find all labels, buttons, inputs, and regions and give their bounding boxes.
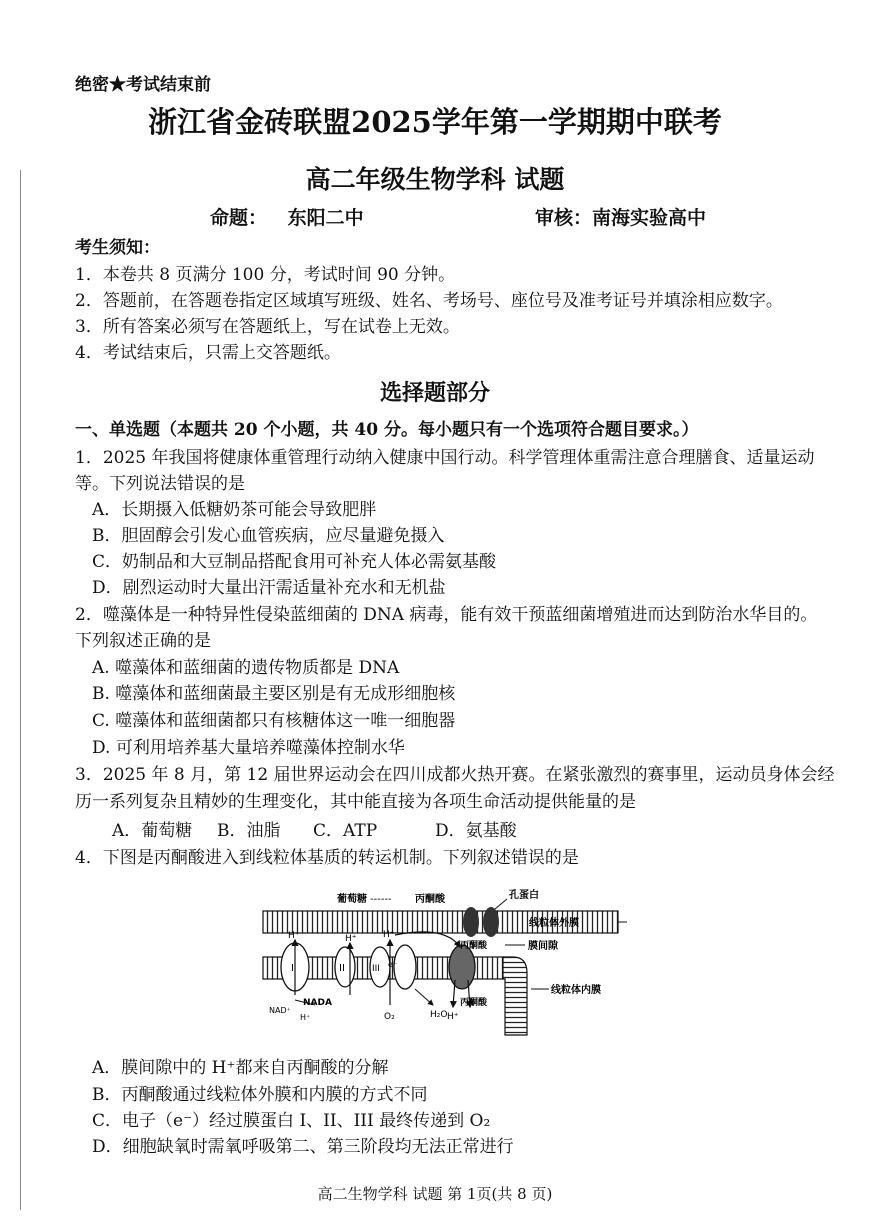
reviewer-line bbox=[535, 203, 706, 230]
label-pyruvate-mid: 丙酮酸 bbox=[460, 941, 488, 951]
question-3-options bbox=[112, 816, 517, 841]
binding-line bbox=[20, 170, 21, 1210]
porin-left bbox=[463, 907, 479, 937]
question-4-option-c: C．电子（e⁻）经过膜蛋白 I、II、III 最终传递到 O₂ bbox=[92, 1111, 491, 1131]
question-1-stem: 1．2025 年我国将健康体重管理行动纳入健康中国行动。科学管理体重需注意合理膳食、适量运动 bbox=[75, 448, 815, 468]
question-1-option-d: D．剧烈运动时大量出汗需适量补充水和无机盐 bbox=[92, 578, 446, 598]
notice-item: 3．所有答案必须写在答题纸上，写在试卷上无效。 bbox=[75, 317, 460, 337]
label-o2: O₂ bbox=[384, 1012, 395, 1022]
page-footer: 高二生物学科 试题 第 1页(共 8 页) bbox=[317, 1185, 553, 1203]
question-4-option-d: D．细胞缺氧时需氧呼吸第二、第三阶段均无法正常进行 bbox=[92, 1137, 514, 1157]
question-2-option-d: D. 可利用培养基大量培养噬藻体控制水华 bbox=[92, 738, 405, 758]
label-inner-membrane: 线粒体内膜 bbox=[551, 985, 601, 996]
label-glucose: 葡萄糖 bbox=[337, 894, 367, 905]
notice-item: 2．答题前，在答题卷指定区域填写班级、姓名、考场号、座位号及准考证号并填涂相应数字。 bbox=[75, 291, 783, 311]
label-h-plus: H⁺ bbox=[288, 931, 300, 941]
notice-heading: 考生须知： bbox=[75, 238, 160, 258]
arrow bbox=[415, 989, 433, 1005]
pyruvate-carrier bbox=[449, 945, 475, 989]
mitochondria-transport-figure bbox=[255, 885, 655, 1045]
question-3-stem: 3．2025 年 8 月，第 12 届世界运动会在四川成都火热开赛。在紧张激烈的赛事里，运动员身体会经 bbox=[75, 765, 835, 785]
dash: ------ bbox=[370, 894, 392, 905]
question-3-option-b: B．油脂 bbox=[217, 821, 281, 841]
part-title: 一、单选题（本题共 20 个小题，共 40 分。每小题只有一个选项符合题目要求。） bbox=[75, 420, 699, 440]
label-intermembrane: 膜间隙 bbox=[528, 941, 558, 952]
label-pyruvate-top: 丙酮酸 bbox=[415, 894, 445, 905]
label-electron: e⁻ bbox=[388, 960, 398, 969]
inner-membrane-bend bbox=[503, 957, 527, 1035]
complex-ii bbox=[335, 947, 355, 987]
exam-title: 浙江省金砖联盟2025学年第一学期期中联考 bbox=[148, 105, 722, 139]
notice-item: 1．本卷共 8 页满分 100 分，考试时间 90 分钟。 bbox=[75, 265, 456, 285]
label-nada: NADA bbox=[303, 998, 332, 1008]
question-2-stem: 下列叙述正确的是 bbox=[75, 631, 211, 651]
question-4-option-a: A．膜间隙中的 H⁺都来自丙酮酸的分解 bbox=[92, 1058, 389, 1078]
question-1-stem: 等。下列说法错误的是 bbox=[75, 474, 245, 494]
question-2-option-c: C. 噬藻体和蓝细菌都只有核糖体这一唯一细胞器 bbox=[92, 711, 456, 731]
author-line bbox=[210, 203, 364, 230]
label-complex-iii: III bbox=[372, 964, 380, 974]
label-complex-i: I bbox=[291, 963, 294, 974]
complex-iv bbox=[394, 945, 416, 989]
label-h-plus: H⁺ bbox=[447, 1012, 459, 1022]
notice-item: 4．考试结束后，只需上交答题纸。 bbox=[75, 343, 341, 363]
question-1-option-a: A．长期摄入低糖奶茶可能会导致肥胖 bbox=[92, 500, 377, 520]
question-4-stem: 4．下图是丙酮酸进入到线粒体基质的转运机制。下列叙述错误的是 bbox=[75, 848, 579, 868]
label-h2o: H₂O bbox=[430, 1010, 448, 1020]
label-h-plus: H⁺ bbox=[300, 1013, 311, 1022]
question-3-option-d: D．氨基酸 bbox=[435, 821, 517, 841]
leader-line bbox=[495, 899, 507, 909]
label-complex-ii: II bbox=[339, 963, 345, 974]
author-name: 东阳二中 bbox=[287, 207, 364, 229]
reviewer-label: 审核： bbox=[535, 207, 593, 229]
question-2-option-b: B. 噬藻体和蓝细菌最主要区别是有无成形细胞核 bbox=[92, 684, 456, 704]
label-h-plus: H⁺ bbox=[383, 930, 395, 940]
question-3-stem: 历一系列复杂且精妙的生理变化，其中能直接为各项生命活动提供能量的是 bbox=[75, 792, 636, 812]
confidential-mark: 绝密★考试结束前 bbox=[75, 75, 211, 95]
question-2-stem: 2．噬藻体是一种特异性侵染蓝细菌的 DNA 病毒，能有效干预蓝细菌增殖进而达到防治水华目的。 bbox=[75, 605, 818, 625]
question-1-option-c: C．奶制品和大豆制品搭配食用可补充人体必需氨基酸 bbox=[92, 552, 497, 572]
porin-right bbox=[483, 907, 499, 937]
question-3-option-a: A．葡萄糖 bbox=[112, 821, 193, 841]
section-title: 选择题部分 bbox=[379, 380, 490, 406]
exam-subtitle: 高二年级生物学科 试题 bbox=[305, 165, 565, 194]
label-h-plus: H⁺ bbox=[345, 934, 357, 944]
question-2-option-a: A. 噬藻体和蓝细菌的遗传物质都是 DNA bbox=[92, 658, 400, 678]
reviewer-name: 南海实验高中 bbox=[592, 207, 707, 229]
question-3-option-c: C．ATP bbox=[313, 821, 378, 841]
label-nad: NAD⁺ bbox=[269, 1006, 291, 1015]
label-outer-membrane: 线粒体外膜 bbox=[529, 918, 579, 929]
author-label: 命题： bbox=[210, 207, 268, 229]
question-1-option-b: B．胆固醇会引发心血管疾病，应尽量避免摄入 bbox=[92, 526, 445, 546]
label-pyruvate-bottom: 丙酮酸 bbox=[460, 998, 488, 1008]
label-porin: 孔蛋白 bbox=[509, 890, 539, 901]
question-4-option-b: B．丙酮酸通过线粒体外膜和内膜的方式不同 bbox=[92, 1085, 428, 1105]
